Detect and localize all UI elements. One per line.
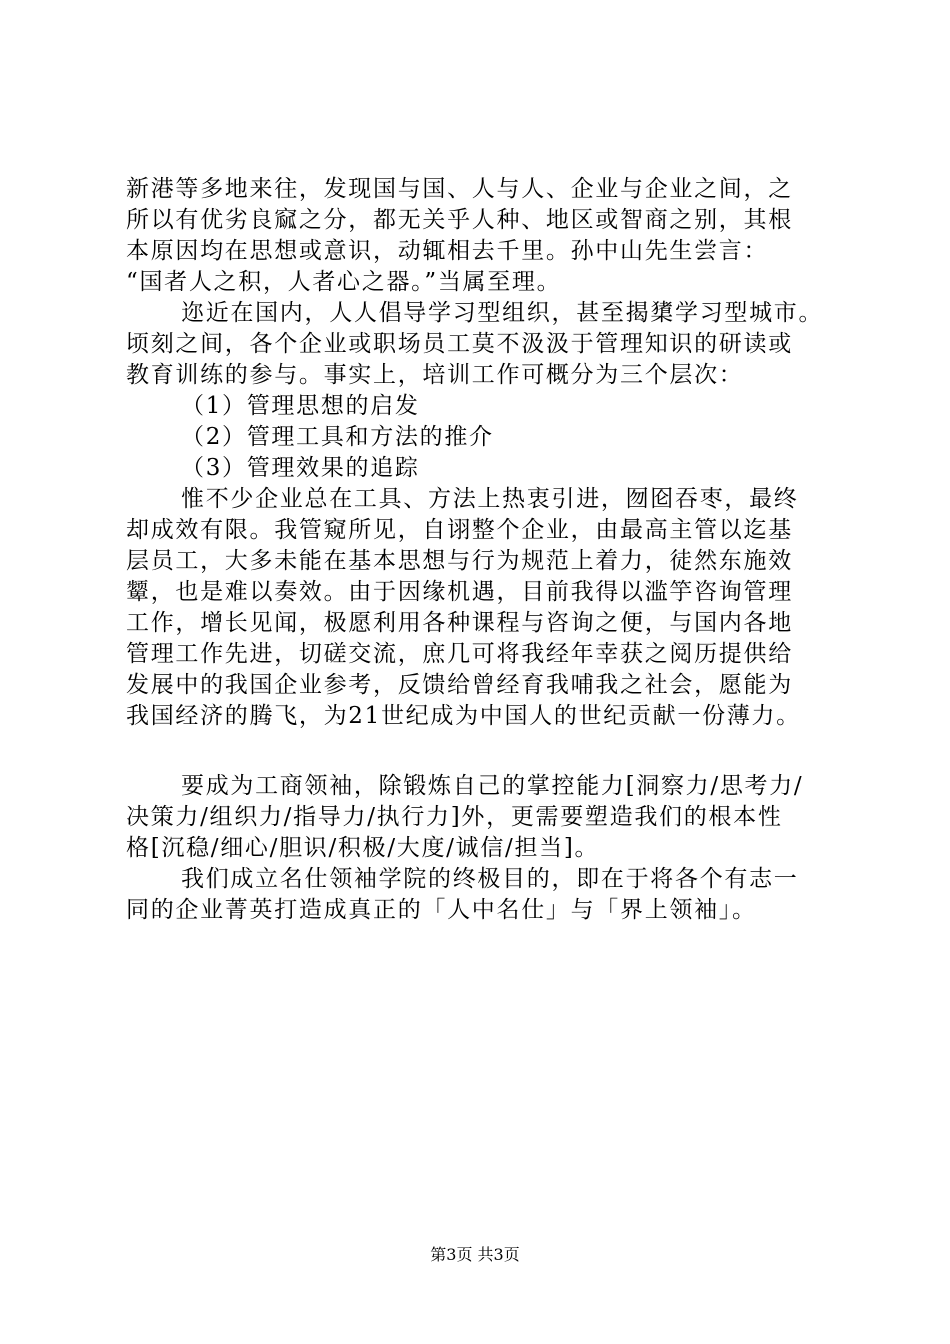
paragraph-line: 顷刻之间，各个企业或职场员工莫不汲汲于管理知识的研读或 [126,331,793,357]
paragraph-line: 迩近在国内，人人倡导学习型组织，甚至揭橥学习型城市。 [181,300,824,326]
paragraph-line: 工作，增长见闻，极愿利用各种课程与咨询之便，与国内各地 [126,610,793,636]
document-body [126,174,846,926]
paragraph-line: “国者人之积，人者心之器。”当属至理。 [126,269,562,295]
paragraph-line: 惟不少企业总在工具、方法上热衷引进，囫囵吞枣，最终 [181,486,799,512]
paragraph-line: 颦，也是难以奏效。由于因缘机遇，目前我得以滥竽咨询管理 [126,579,793,605]
paragraph-line: 要成为工商领袖，除锻炼自己的掌控能力[洞察力/思考力/ [181,773,804,799]
paragraph-line: 教育训练的参与。事实上，培训工作可概分为三个层次： [126,362,744,388]
paragraph-line: 新港等多地来往，发现国与国、人与人、企业与企业之间，之 [126,176,793,202]
paragraph-line: 管理工作先进，切磋交流，庶几可将我经年幸获之阅历提供给 [126,641,793,667]
paragraph-5 [126,864,846,926]
paragraph-1 [126,174,846,298]
paragraph-spacer [126,732,846,771]
paragraph-line: 我国经济的腾飞，为21世纪成为中国人的世纪贡献一份薄力。 [126,703,801,729]
paragraph-2 [126,298,846,391]
paragraph-line: 发展中的我国企业参考，反馈给曾经育我哺我之社会，愿能为 [126,672,793,698]
list-item: （1）管理思想的启发 [181,393,420,419]
training-levels-list [126,391,846,484]
paragraph-line: 决策力/组织力/指导力/执行力]外，更需要塑造我们的根本性 [126,804,783,830]
paragraph-line: 我们成立名仕领袖学院的终极目的，即在于将各个有志一 [181,866,799,892]
paragraph-line: 却成效有限。我管窥所见，自诩整个企业，由最高主管以迄基 [126,517,793,543]
paragraph-line: 同的企业菁英打造成真正的「人中名仕」与「界上领袖」。 [126,897,757,923]
list-item: （3）管理效果的追踪 [181,455,420,481]
paragraph-line: 本原因均在思想或意识，动辄相去千里。孙中山先生尝言： [126,238,769,264]
paragraph-4 [126,771,846,864]
paragraph-3 [126,484,846,732]
page-number-footer: 第3页 共3页 [430,1245,520,1264]
paragraph-line: 层员工，大多未能在基本思想与行为规范上着力，徒然东施效 [126,548,793,574]
paragraph-line: 所以有优劣良窳之分，都无关乎人种、地区或智商之别，其根 [126,207,793,233]
paragraph-line: 格[沉稳/细心/胆识/积极/大度/诚信/担当]。 [126,835,600,861]
list-item: （2）管理工具和方法的推介 [181,424,494,450]
